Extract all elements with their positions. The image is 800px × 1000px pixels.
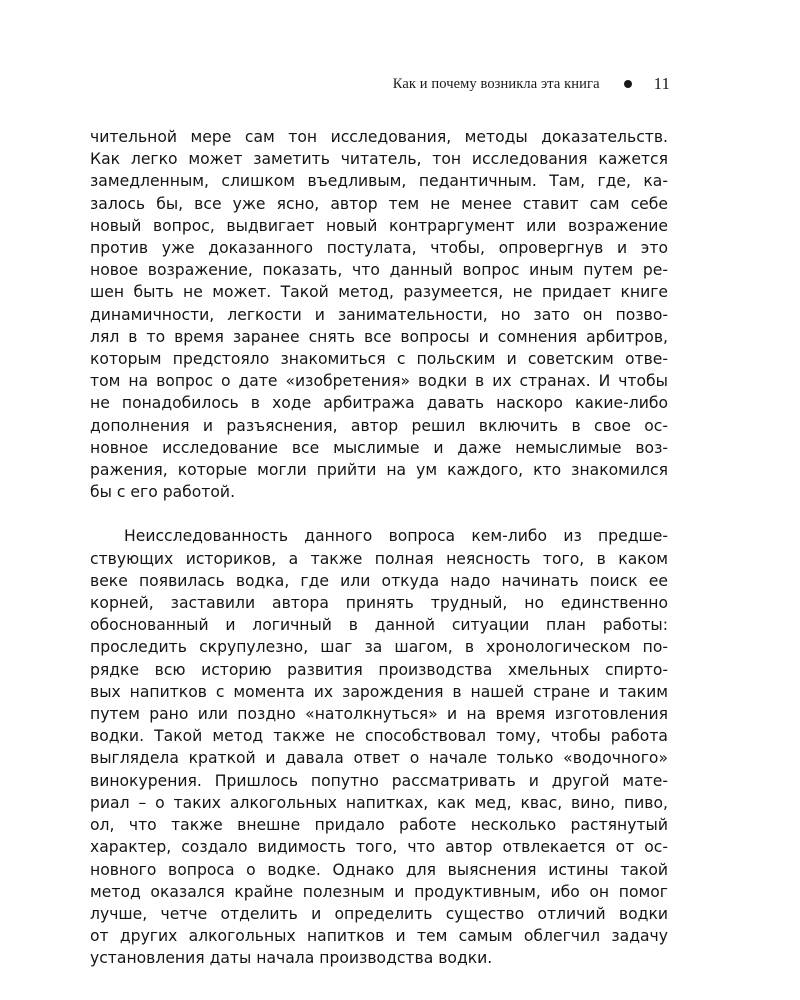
text-line: обоснованный и логичный в данной ситуации план работы: <box>90 616 668 635</box>
text-line: чительной мере сам тон исследования, методы доказательств. <box>90 128 668 146</box>
text-line: ражения, которые могли прийти на ум каждого, кто знакомился <box>90 461 668 480</box>
running-title: Как и почему возникла эта книга <box>392 75 600 92</box>
text-line: путем рано или поздно «натолкнуться» и на время изготовления <box>90 705 668 724</box>
text-line: против уже доказанного постулата, чтобы, опровергнув и это <box>90 239 668 258</box>
paragraph-1 <box>90 126 668 503</box>
text-line: риал – о таких алкогольных напитках, как мед, квас, вино, пиво, <box>90 793 668 812</box>
text-line: от других алкогольных напитков и тем самым облегчил задачу <box>90 927 668 946</box>
text-line: винокурения. Пришлось попутно рассматривать и другой мате- <box>90 771 668 790</box>
text-line: выглядела краткой и давала ответ о начале только «водочного» <box>90 749 668 768</box>
text-line: новное исследование все мыслимые и даже немыслимые воз- <box>90 438 668 457</box>
text-line: лучше, четче отделить и определить существо отличий водки <box>90 904 668 923</box>
text-line: динамичности, легкости и занимательности, но зато он позво- <box>90 305 668 324</box>
body-text <box>90 126 668 970</box>
text-line: характер, создало видимость того, что автор отвлекается от ос- <box>90 838 668 857</box>
text-line: новного вопроса о водке. Однако для выяснения истины такой <box>90 860 668 879</box>
text-line: которым предстояло знакомиться с польским и советским отве- <box>90 350 668 369</box>
text-line: проследить скрупулезно, шаг за шагом, в хронологическом по- <box>90 638 668 657</box>
text-line: дополнения и разъяснения, автор решил включить в свое ос- <box>90 416 668 435</box>
page-number: 11 <box>653 74 670 93</box>
text-line: том на вопрос о дате «изобретения» водки в их странах. И чтобы <box>90 372 668 391</box>
text-line: корней, заставили автора принять трудный, но единственно <box>90 594 668 613</box>
running-header <box>393 74 670 94</box>
text-line: водки. Такой метод также не способствовал тому, чтобы работа <box>90 727 668 746</box>
text-line: замедленным, слишком въедливым, педантичным. Там, где, ка- <box>90 172 668 191</box>
text-line: веке появилась водка, где или откуда надо начинать поиск ее <box>90 571 668 590</box>
text-line: лял в то время заранее снять все вопросы и сомнения арбитров, <box>90 327 668 346</box>
paragraph-2 <box>90 525 668 969</box>
bullet-separator <box>624 80 632 88</box>
text-line: Как легко может заметить читатель, тон исследования кажется <box>90 150 668 169</box>
text-line: новый вопрос, выдвигает новый контраргумент или возражение <box>90 216 668 235</box>
text-line: ол, что также внешне придало работе несколько растянутый <box>90 816 668 835</box>
paragraph-spacer <box>90 503 668 525</box>
text-line: бы с его работой. <box>90 483 236 502</box>
text-line: установления даты начала производства водки. <box>90 949 493 968</box>
text-line: не понадобилось в ходе арбитража давать наскоро какие-либо <box>90 394 668 413</box>
text-line: ствующих историков, а также полная неясность того, в каком <box>90 549 668 568</box>
text-line: новое возражение, показать, что данный вопрос иным путем ре- <box>90 261 668 280</box>
text-line: вых напитков с момента их зарождения в нашей стране и таким <box>90 682 668 701</box>
text-line: Неисследованность данного вопроса кем-либо из предше- <box>124 527 668 546</box>
text-line: рядке всю историю развития производства хмельных спирто- <box>90 660 668 679</box>
text-line: метод оказался крайне полезным и продуктивным, ибо он помог <box>90 882 668 901</box>
text-line: залось бы, все уже ясно, автор тем не менее ставит сам себе <box>90 194 668 213</box>
text-line: шен быть не может. Такой метод, разумеется, не придает книге <box>90 283 668 302</box>
